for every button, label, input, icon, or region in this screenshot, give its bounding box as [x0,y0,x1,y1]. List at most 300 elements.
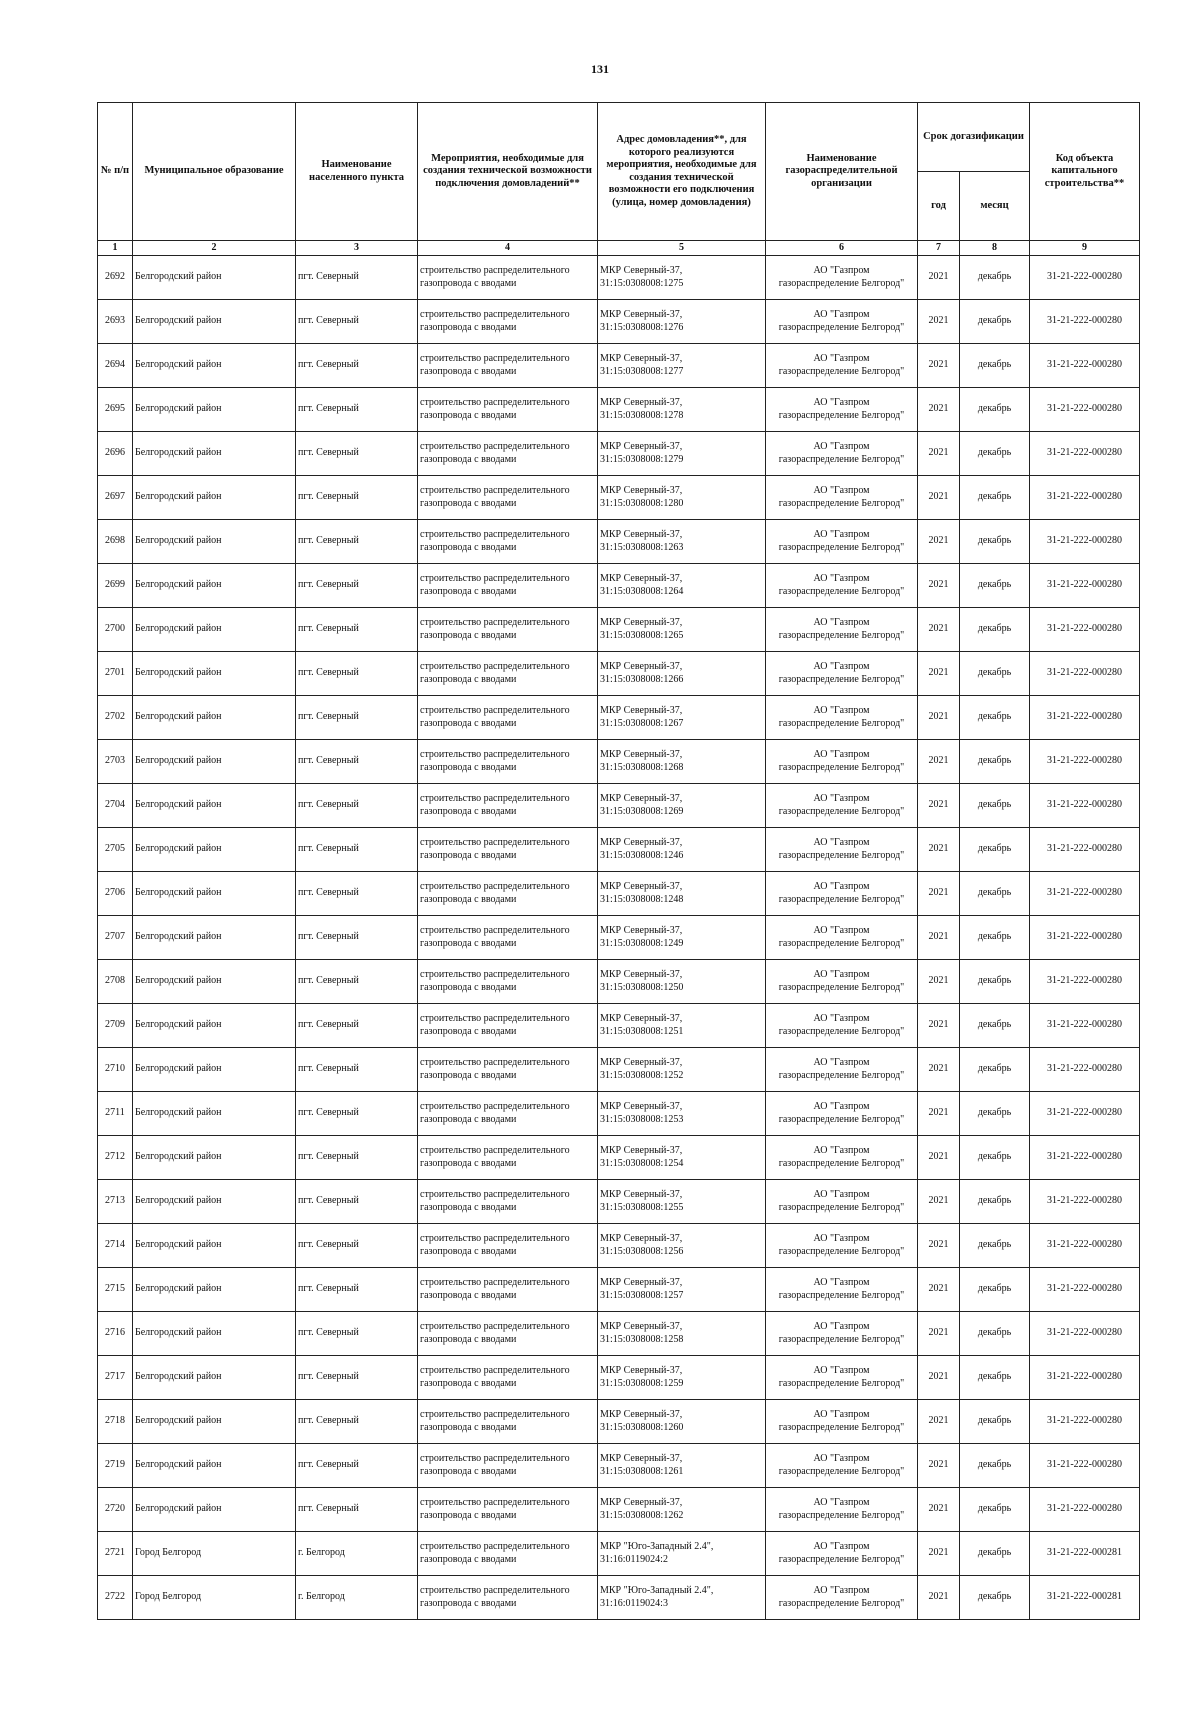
address-cell-text: 31:15:0308008:1277 [600,365,684,377]
column-number: 9 [1030,241,1140,256]
organization-cell [766,652,918,696]
address-cell-text: МКР Северный-37, [600,485,683,496]
measures-cell [418,256,598,300]
year-cell-text: 2021 [928,403,949,415]
column-number: 8 [960,241,1030,256]
address-cell [598,1268,766,1312]
measures-cell [418,696,598,740]
measures-cell-text: строительство распределительного газопровода с вводами [420,793,570,817]
row-number-text: 2718 [105,1415,125,1427]
row-number-text: 2692 [105,271,125,283]
municipality-cell-text: Белгородский район [135,887,222,899]
address-cell [598,1224,766,1268]
year-cell-text: 2021 [928,1371,949,1383]
address-cell-text: 31:15:0308008:1265 [600,629,684,641]
month-cell-text: декабрь [977,315,1012,327]
address-cell-text: 31:15:0308008:1269 [600,805,684,817]
year-cell-text: 2021 [928,579,949,591]
locality-cell-text: пгт. Северный [298,623,359,635]
measures-cell-text: строительство распределительного газопровода с вводами [420,1233,570,1257]
organization-cell-text: газораспределение Белгород" [778,805,905,817]
year-cell [918,344,960,388]
measures-cell-text: строительство распределительного газопровода с вводами [420,1365,570,1389]
year-cell-text: 2021 [928,931,949,943]
row-number [98,1092,133,1136]
code-cell [1030,1136,1140,1180]
year-cell [918,1268,960,1312]
locality-cell [296,872,418,916]
municipality-cell [133,916,296,960]
table-row [98,1576,1140,1620]
organization-cell [766,256,918,300]
organization-cell-text: АО "Газпром [813,881,870,892]
address-cell-text: 31:15:0308008:1261 [600,1465,684,1477]
organization-cell [766,960,918,1004]
municipality-cell [133,1224,296,1268]
address-cell [598,1356,766,1400]
organization-cell-text: газораспределение Белгород" [778,1597,905,1609]
month-cell [960,300,1030,344]
table-row [98,1224,1140,1268]
address-cell-text: МКР Северный-37, [600,1189,683,1200]
page-number: 131 [591,62,609,76]
row-number-text: 2693 [105,315,125,327]
locality-cell [296,1532,418,1576]
locality-cell [296,388,418,432]
organization-cell-text: газораспределение Белгород" [778,717,905,729]
address-cell-text: 31:15:0308008:1266 [600,673,684,685]
locality-cell-text: пгт. Северный [298,579,359,591]
column-number: 1 [98,241,133,256]
measures-cell-text: строительство распределительного газопровода с вводами [420,1277,570,1301]
organization-cell-text: АО "Газпром [813,793,870,804]
locality-cell-text: пгт. Северный [298,1195,359,1207]
organization-cell-text: газораспределение Белгород" [778,981,905,993]
header-year: год [918,172,960,241]
locality-cell [296,1356,418,1400]
table-row [98,344,1140,388]
month-cell-text: декабрь [977,1415,1012,1427]
address-cell-text: 31:15:0308008:1280 [600,497,684,509]
measures-cell-text: строительство распределительного газопровода с вводами [420,1189,570,1213]
measures-cell [418,388,598,432]
year-cell [918,1532,960,1576]
organization-cell-text: АО "Газпром [813,969,870,980]
year-cell [918,388,960,432]
table-row [98,1092,1140,1136]
address-cell-text: МКР Северный-37, [600,441,683,452]
year-cell [918,564,960,608]
organization-cell-text: газораспределение Белгород" [778,453,905,465]
organization-cell [766,300,918,344]
organization-cell-text: АО "Газпром [813,925,870,936]
code-cell-text: 31-21-222-000280 [1047,1019,1122,1031]
table-row [98,564,1140,608]
code-cell [1030,300,1140,344]
organization-cell-text: АО "Газпром [813,441,870,452]
row-number [98,388,133,432]
address-cell-text: МКР Северный-37, [600,1497,683,1508]
year-cell [918,1004,960,1048]
year-cell [918,256,960,300]
organization-cell-text: АО "Газпром [813,1145,870,1156]
month-cell-text: декабрь [977,931,1012,943]
month-cell [960,1224,1030,1268]
row-number [98,1400,133,1444]
locality-cell-text: г. Белгород [298,1547,345,1559]
municipality-cell-text: Белгородский район [135,843,222,855]
address-cell-text: 31:15:0308008:1249 [600,937,684,949]
municipality-cell [133,1444,296,1488]
code-cell [1030,960,1140,1004]
row-number [98,1224,133,1268]
address-cell-text: МКР Северный-37, [600,1453,683,1464]
organization-cell [766,740,918,784]
address-cell-text: 31:16:0119024:3 [600,1597,668,1609]
organization-cell [766,1488,918,1532]
municipality-cell-text: Белгородский район [135,1371,222,1383]
year-cell-text: 2021 [928,1019,949,1031]
locality-cell-text: пгт. Северный [298,535,359,547]
measures-cell-text: строительство распределительного газопровода с вводами [420,1321,570,1345]
row-number [98,652,133,696]
row-number-text: 2699 [105,579,125,591]
locality-cell [296,564,418,608]
address-cell-text: 31:15:0308008:1279 [600,453,684,465]
address-cell [598,256,766,300]
row-number [98,564,133,608]
measures-cell [418,1004,598,1048]
code-cell-text: 31-21-222-000280 [1047,975,1122,987]
address-cell [598,1136,766,1180]
municipality-cell-text: Белгородский район [135,1107,222,1119]
locality-cell [296,432,418,476]
measures-cell [418,1312,598,1356]
table-row [98,872,1140,916]
organization-cell [766,432,918,476]
organization-cell-text: АО "Газпром [813,1453,870,1464]
code-cell [1030,916,1140,960]
address-cell [598,1180,766,1224]
municipality-cell [133,1092,296,1136]
municipality-cell-text: Белгородский район [135,667,222,679]
code-cell [1030,1488,1140,1532]
address-cell-text: МКР Северный-37, [600,1013,683,1024]
organization-cell [766,520,918,564]
address-cell-text: МКР Северный-37, [600,529,683,540]
address-cell-text: 31:15:0308008:1268 [600,761,684,773]
code-cell-text: 31-21-222-000280 [1047,535,1122,547]
address-cell [598,872,766,916]
month-cell [960,476,1030,520]
address-cell [598,1400,766,1444]
code-cell-text: 31-21-222-000280 [1047,667,1122,679]
month-cell [960,1356,1030,1400]
address-cell-text: 31:15:0308008:1253 [600,1113,684,1125]
row-number [98,1268,133,1312]
month-cell [960,696,1030,740]
month-cell [960,1092,1030,1136]
month-cell [960,1576,1030,1620]
organization-cell-text: АО "Газпром [813,1585,870,1596]
code-cell-text: 31-21-222-000280 [1047,447,1122,459]
row-number [98,740,133,784]
address-cell [598,1576,766,1620]
measures-cell-text: строительство распределительного газопровода с вводами [420,837,570,861]
municipality-cell-text: Белгородский район [135,1195,222,1207]
month-cell-text: декабрь [977,799,1012,811]
municipality-cell-text: Белгородский район [135,1415,222,1427]
code-cell-text: 31-21-222-000280 [1047,271,1122,283]
year-cell-text: 2021 [928,1591,949,1603]
measures-cell-text: строительство распределительного газопровода с вводами [420,1541,570,1565]
month-cell [960,872,1030,916]
month-cell-text: декабрь [977,535,1012,547]
month-cell [960,1048,1030,1092]
address-cell-text: МКР Северный-37, [600,749,683,760]
row-number [98,828,133,872]
month-cell-text: декабрь [977,755,1012,767]
organization-cell [766,696,918,740]
organization-cell-text: АО "Газпром [813,1277,870,1288]
year-cell-text: 2021 [928,667,949,679]
address-cell [598,1092,766,1136]
address-cell [598,432,766,476]
municipality-cell-text: Город Белгород [135,1591,202,1603]
row-number [98,256,133,300]
address-cell-text: МКР Северный-37, [600,573,683,584]
table-row [98,388,1140,432]
measures-cell [418,1444,598,1488]
locality-cell-text: пгт. Северный [298,1019,359,1031]
municipality-cell [133,1312,296,1356]
year-cell-text: 2021 [928,887,949,899]
code-cell-text: 31-21-222-000280 [1047,1459,1122,1471]
row-number-text: 2719 [105,1459,125,1471]
row-number-text: 2709 [105,1019,125,1031]
month-cell [960,344,1030,388]
organization-cell [766,1004,918,1048]
month-cell [960,740,1030,784]
year-cell-text: 2021 [928,1547,949,1559]
measures-cell-text: строительство распределительного газопровода с вводами [420,1453,570,1477]
address-cell [598,828,766,872]
table-row [98,520,1140,564]
organization-cell [766,1092,918,1136]
locality-cell-text: г. Белгород [298,1591,345,1603]
organization-cell-text: газораспределение Белгород" [778,893,905,905]
organization-cell-text: газораспределение Белгород" [778,1245,905,1257]
address-cell-text: МКР "Юго-Западный 2.4", [600,1541,714,1552]
table-row [98,1004,1140,1048]
municipality-cell [133,344,296,388]
code-cell-text: 31-21-222-000280 [1047,931,1122,943]
row-number-text: 2714 [105,1239,125,1251]
measures-cell [418,432,598,476]
locality-cell-text: пгт. Северный [298,799,359,811]
year-cell-text: 2021 [928,1239,949,1251]
organization-cell-text: АО "Газпром [813,309,870,320]
code-cell-text: 31-21-222-000280 [1047,359,1122,371]
locality-cell [296,520,418,564]
locality-cell-text: пгт. Северный [298,1503,359,1515]
municipality-cell-text: Белгородский район [135,1327,222,1339]
month-cell-text: декабрь [977,1019,1012,1031]
row-number-text: 2721 [105,1547,125,1559]
municipality-cell-text: Белгородский район [135,579,222,591]
municipality-cell [133,1268,296,1312]
measures-cell [418,740,598,784]
month-cell-text: декабрь [977,711,1012,723]
month-cell [960,520,1030,564]
year-cell [918,828,960,872]
measures-cell [418,1268,598,1312]
table-row [98,608,1140,652]
organization-cell-text: газораспределение Белгород" [778,673,905,685]
address-cell-text: МКР Северный-37, [600,397,683,408]
address-cell [598,1312,766,1356]
organization-cell-text: АО "Газпром [813,749,870,760]
municipality-cell-text: Белгородский район [135,975,222,987]
month-cell-text: декабрь [977,1371,1012,1383]
measures-cell-text: строительство распределительного газопровода с вводами [420,925,570,949]
municipality-cell [133,740,296,784]
measures-cell [418,476,598,520]
code-cell [1030,1224,1140,1268]
row-number-text: 2710 [105,1063,125,1075]
locality-cell [296,1136,418,1180]
table-row [98,1488,1140,1532]
code-cell-text: 31-21-222-000280 [1047,491,1122,503]
month-cell-text: декабрь [977,1547,1012,1559]
address-cell-text: 31:15:0308008:1258 [600,1333,684,1345]
organization-cell-text: АО "Газпром [813,661,870,672]
measures-cell-text: строительство распределительного газопровода с вводами [420,1409,570,1433]
code-cell [1030,872,1140,916]
year-cell-text: 2021 [928,1327,949,1339]
address-cell-text: МКР Северный-37, [600,1365,683,1376]
locality-cell-text: пгт. Северный [298,1239,359,1251]
organization-cell [766,1400,918,1444]
month-cell [960,1136,1030,1180]
month-cell [960,1444,1030,1488]
locality-cell [296,1004,418,1048]
measures-cell [418,1356,598,1400]
municipality-cell [133,872,296,916]
address-cell-text: 31:16:0119024:2 [600,1553,668,1565]
measures-cell [418,1048,598,1092]
locality-cell-text: пгт. Северный [298,491,359,503]
municipality-cell [133,1048,296,1092]
measures-cell-text: строительство распределительного газопровода с вводами [420,1101,570,1125]
locality-cell-text: пгт. Северный [298,1459,359,1471]
column-number: 7 [918,241,960,256]
locality-cell-text: пгт. Северный [298,1107,359,1119]
address-cell-text: МКР Северный-37, [600,881,683,892]
locality-cell-text: пгт. Северный [298,1371,359,1383]
measures-cell-text: строительство распределительного газопровода с вводами [420,265,570,289]
organization-cell-text: газораспределение Белгород" [778,1113,905,1125]
address-cell [598,1048,766,1092]
month-cell-text: декабрь [977,1063,1012,1075]
year-cell [918,1356,960,1400]
gasification-table [97,102,1140,1620]
organization-cell-text: газораспределение Белгород" [778,1465,905,1477]
address-cell-text: 31:15:0308008:1254 [600,1157,684,1169]
year-cell [918,872,960,916]
year-cell [918,1576,960,1620]
code-cell [1030,476,1140,520]
address-cell-text: МКР Северный-37, [600,265,683,276]
address-cell [598,300,766,344]
organization-cell [766,1048,918,1092]
municipality-cell-text: Белгородский район [135,1151,222,1163]
row-number-text: 2713 [105,1195,125,1207]
municipality-cell-text: Белгородский район [135,755,222,767]
organization-cell [766,1224,918,1268]
address-cell-text: МКР Северный-37, [600,705,683,716]
organization-cell-text: газораспределение Белгород" [778,365,905,377]
column-number: 3 [296,241,418,256]
organization-cell-text: АО "Газпром [813,1321,870,1332]
address-cell-text: МКР Северный-37, [600,1101,683,1112]
municipality-cell [133,960,296,1004]
address-cell-text: МКР Северный-37, [600,793,683,804]
municipality-cell-text: Белгородский район [135,1503,222,1515]
municipality-cell [133,1004,296,1048]
municipality-cell [133,388,296,432]
measures-cell-text: строительство распределительного газопровода с вводами [420,617,570,641]
row-number-text: 2705 [105,843,125,855]
organization-cell [766,1312,918,1356]
header-num: № п/п [98,103,133,241]
address-cell [598,960,766,1004]
code-cell-text: 31-21-222-000280 [1047,579,1122,591]
code-cell [1030,1576,1140,1620]
municipality-cell [133,1400,296,1444]
table-row [98,256,1140,300]
address-cell-text: 31:15:0308008:1256 [600,1245,684,1257]
organization-cell-text: газораспределение Белгород" [778,761,905,773]
locality-cell-text: пгт. Северный [298,711,359,723]
locality-cell [296,696,418,740]
municipality-cell-text: Белгородский район [135,403,222,415]
row-number-text: 2704 [105,799,125,811]
row-number [98,1488,133,1532]
month-cell-text: декабрь [977,447,1012,459]
organization-cell-text: АО "Газпром [813,1013,870,1024]
column-number: 6 [766,241,918,256]
year-cell [918,432,960,476]
row-number [98,784,133,828]
measures-cell [418,872,598,916]
measures-cell-text: строительство распределительного газопровода с вводами [420,397,570,421]
row-number [98,1136,133,1180]
column-number: 5 [598,241,766,256]
locality-cell [296,960,418,1004]
header-organization: Наименование газораспределительной организации [766,103,918,241]
code-cell-text: 31-21-222-000281 [1047,1591,1122,1603]
row-number [98,344,133,388]
measures-cell [418,784,598,828]
address-cell-text: МКР Северный-37, [600,969,683,980]
organization-cell-text: АО "Газпром [813,837,870,848]
organization-cell [766,784,918,828]
year-cell [918,652,960,696]
locality-cell [296,740,418,784]
code-cell-text: 31-21-222-000280 [1047,1151,1122,1163]
row-number-text: 2694 [105,359,125,371]
